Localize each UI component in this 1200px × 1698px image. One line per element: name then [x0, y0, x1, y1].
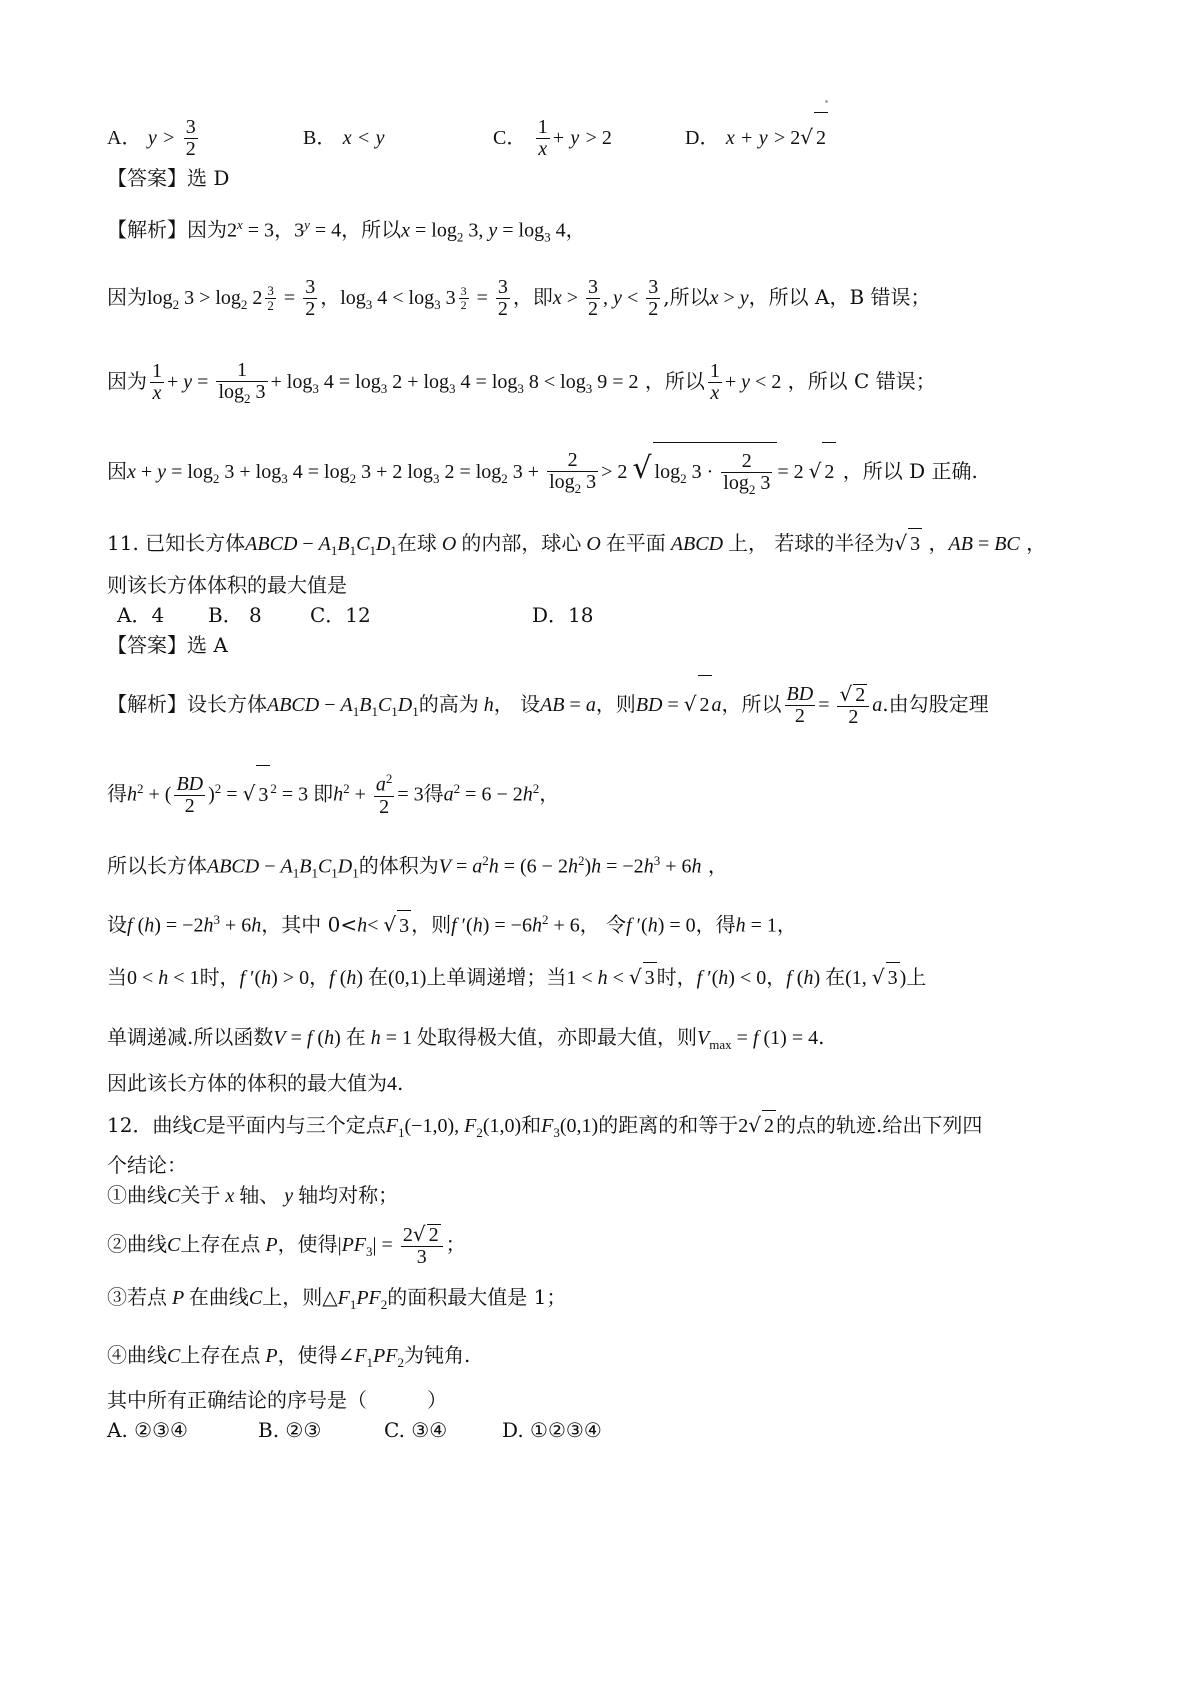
- q12-stem-line2: 个结论：: [107, 1153, 187, 1177]
- q10-option-a[interactable]: A． y > $\frac{3}{2}$: [107, 116, 196, 160]
- q10-option-b[interactable]: B． x < y: [303, 127, 385, 149]
- q12-conclusion-2: ②曲线C上存在点 P，使得$|PF_3|$ = $\frac{2√ 2}{3}$ ；: [107, 1221, 466, 1268]
- q10-analysis-line3: 因为 $\frac{1}{x}$ + y = $\frac{1}{\log_2 3}$ + $\log_3 4 = \log_3 2 + \log_3 4 = \log_3 8 < \log_3 9 = 2$ ，所以 $\frac{1}{x}$ + y < 2 ，所以 C 错误；: [107, 358, 936, 406]
- q10-option-c[interactable]: C． $\frac{1}{x}$ + y > 2: [493, 116, 612, 160]
- q10-option-d[interactable]: D． x + y > 2√ 2: [685, 112, 828, 163]
- q11-answer: 【答案】选 A: [107, 633, 228, 657]
- scan-speck: [825, 100, 828, 103]
- q12-conclusion-4: ④曲线C上存在点 P，使得$\angle F_1PF_2$为钝角.: [107, 1343, 471, 1370]
- q12-question: 其中所有正确结论的序号是（ ）: [107, 1388, 447, 1412]
- q12-option-c[interactable]: C. ③④: [384, 1418, 448, 1442]
- q10-analysis-line4: 因$x + y = \log_2 3 + \log_3 4 = \log_2 3 + 2$ $\log_3 2 = \log_2 3$ + $\frac{2}{\log_2 3}$ > 2 √ $\log_2 3$ · $\frac{2}{\log_2 3}$ = 2 √ 2 ，所以 D 正确.: [107, 440, 1200, 508]
- q12-conclusion-1: ①曲线C关于 x 轴、 y 轴均对称；: [107, 1183, 399, 1207]
- q11-analysis-line3: 所以长方体ABCD − $A_1B_1C_1D_1$的体积为$V = a^2h = (6 - 2h^2)h = -2h^3 + 6h$ ，: [107, 853, 728, 881]
- q10-analysis-line1: 【解析】因为$2^x = 3$，$3^y = 4$，所以$x = \log_2 3$, $y = \log_3 4$，: [107, 217, 586, 245]
- q10-analysis-line2: 因为$\log_2 3 > \log_2 2$ $\frac{3}{2}$ = $\frac{3}{2}$ ，$\log_3 4 < \log_3 3$ $\frac{3}{2}$ = $\frac{3}{2}$ ，即x > $\frac{3}{2}$ , y < $\frac{3}{2}$ ,所以x > y，所以 A，B 错误；: [107, 276, 931, 320]
- q12-conclusion-3: ③若点 P 在曲线C上，则$\triangle F_1PF_2$的面积最大值是 1；: [107, 1285, 567, 1312]
- q11-option-c[interactable]: C．12: [310, 603, 371, 627]
- q12-option-a[interactable]: A. ②③④: [107, 1418, 188, 1442]
- q11-option-b[interactable]: B． 8: [208, 603, 262, 627]
- q11-option-d[interactable]: D．18: [532, 603, 594, 627]
- q11-analysis-line2: 得$h^2$ + ( $\frac{BD}{2}$ )$^2$ = √ 3 $^2$ = 3 即$h^2$ + $\frac{a^2}{2}$ = 3得$a^2 = 6 - 2h^2$，: [107, 760, 1200, 824]
- q11-analysis-line5: 当0 < h < 1时，f ′(h) > 0，f (h) 在(0,1)上单调递增；当1 < h < √ 3 时，f ′(h) < 0，f (h) 在(1, √ 3 )上: [107, 962, 1200, 993]
- q11-option-a[interactable]: A．4: [117, 603, 165, 627]
- q11-analysis-line1: 【解析】设长方体ABCD − $A_1B_1C_1D_1$的高为 h， 设AB = a，则BD = √ 2 a，所以 $\frac{BD}{2}$ = $\frac{√ 2}{2}$ a.由勾股定理: [107, 675, 1200, 741]
- q12-option-b[interactable]: B. ②③: [258, 1418, 322, 1442]
- q11-analysis-line4: 设f $(h) = -2h^3 + 6h$，其中 0<h< √ 3 ，则f $'(h) = -6h^2 + 6$， 令f ′(h) = 0，得h = 1，: [107, 905, 1200, 941]
- q11-stem-line2: 则该长方体体积的最大值是: [107, 573, 347, 597]
- q11-final: 因此该长方体的体积的最大值为4.: [107, 1071, 404, 1095]
- q11-analysis-line6: 单调递减.所以函数V = f (h) 在 h = 1 处取得极大值，亦即最大值，则$V_{max} = f$ (1) = 4.: [107, 1025, 825, 1052]
- q11-stem-line1: 11. 已知长方体ABCD − $A_1B_1C_1D_1$在球 O 的内部，球心 O 在平面 ABCD 上， 若球的半径为√ 3 ，AB = BC ，: [107, 528, 1200, 566]
- q12-stem-line1: 12．曲线C是平面内与三个定点$F_1(-1,0)$, $F_2(1,0)$和$F_3(0,1)$的距离的和等于2√ 2 的点的轨迹.给出下列四: [107, 1110, 1200, 1148]
- q12-option-d[interactable]: D. ①②③④: [502, 1418, 602, 1442]
- q10-answer: 【答案】选 D: [107, 166, 230, 190]
